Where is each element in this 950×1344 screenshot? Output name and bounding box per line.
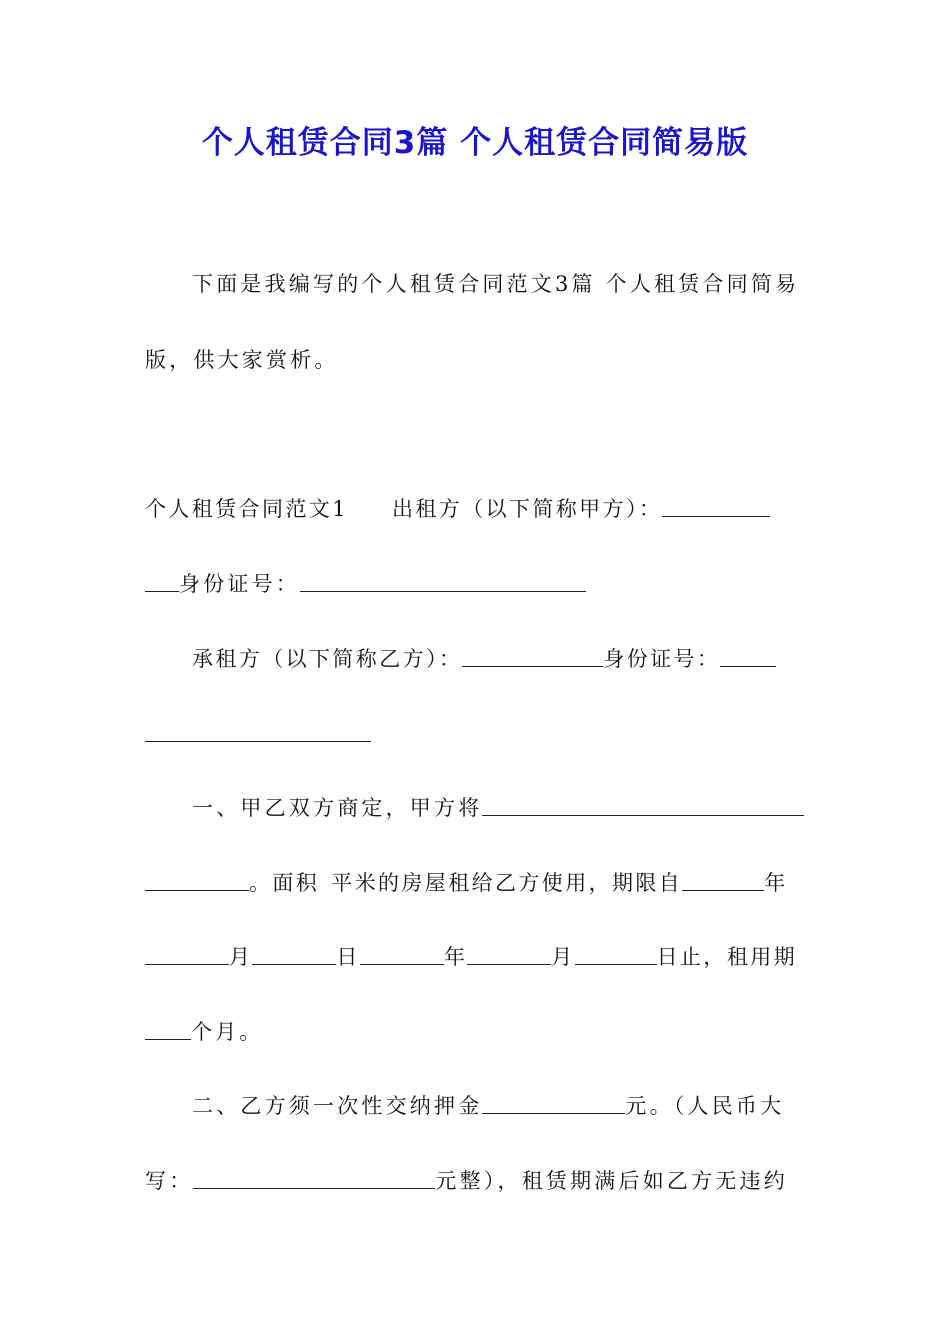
intro-line-2: 版，供大家赏析。 — [145, 348, 339, 372]
day-label-1: 日 — [336, 945, 360, 969]
month-label-2: 月 — [551, 945, 575, 969]
clause1-area-a: 。面积 — [249, 871, 320, 895]
lessor-name-blank-cont — [145, 589, 179, 592]
months-unit: 个月。 — [191, 1020, 264, 1044]
lessee-id-blank-cont — [145, 739, 371, 742]
contract-heading: 个人租赁合同范文1 — [145, 497, 348, 521]
clause2-end: 元整），租赁期满后如乙方无违约 — [435, 1169, 788, 1193]
start-day-blank — [252, 962, 336, 965]
lessor-label: 出租方（以下简称甲方）： — [391, 497, 663, 521]
lessee-id-label: 身份证号： — [603, 647, 721, 671]
month-label-1: 月 — [229, 945, 253, 969]
clause2-write: 写： — [145, 1169, 194, 1193]
lease-months-blank — [145, 1037, 191, 1040]
year-label-2: 年 — [443, 945, 468, 969]
lessee-name-blank — [462, 664, 603, 667]
lessor-id-label: 身份证号： — [179, 572, 300, 596]
lessee-label: 承租方（以下简称乙方）： — [192, 647, 463, 671]
lessee-id-cont-line — [145, 724, 371, 745]
clause1-line-3 — [145, 947, 797, 968]
intro-line-1: 下面是我编写的个人租赁合同范文3篇 个人租赁合同简易 — [192, 272, 800, 296]
start-year-blank — [682, 888, 764, 891]
clause2-yuan: 元。（人民币大 — [625, 1094, 785, 1118]
clause2-line-1 — [192, 1096, 784, 1117]
clause1-line-2 — [145, 873, 788, 894]
clause1-line-4 — [145, 1022, 264, 1043]
clause1-start: 一、甲乙双方商定，甲方将 — [192, 796, 483, 820]
clause1-area-b: 平米的房屋租给乙方使用，期限自 — [331, 871, 683, 895]
house-address-blank-cont — [145, 888, 249, 891]
clause1-line-1 — [192, 798, 804, 819]
year-label-1: 年 — [764, 871, 788, 895]
contract-heading-line — [145, 499, 770, 520]
start-month-blank — [145, 962, 229, 965]
end-day-blank — [575, 962, 657, 965]
lessor-name-blank — [662, 514, 770, 517]
lessee-line — [192, 649, 776, 670]
house-address-blank — [482, 813, 804, 816]
deposit-amount-blank — [482, 1111, 625, 1114]
clause2-line-2 — [145, 1171, 788, 1192]
page-title: 个人租赁合同3篇 个人租赁合同简易版 — [201, 125, 749, 161]
end-month-blank — [467, 962, 551, 965]
clause2-start: 二、乙方须一次性交纳押金 — [192, 1094, 483, 1118]
lessor-id-blank — [300, 589, 586, 592]
deposit-uppercase-blank — [193, 1186, 435, 1189]
end-year-blank — [360, 962, 444, 965]
day-until-label: 日止，租用期 — [656, 945, 798, 969]
lessee-id-blank — [720, 664, 776, 667]
lessor-id-line — [145, 574, 586, 595]
